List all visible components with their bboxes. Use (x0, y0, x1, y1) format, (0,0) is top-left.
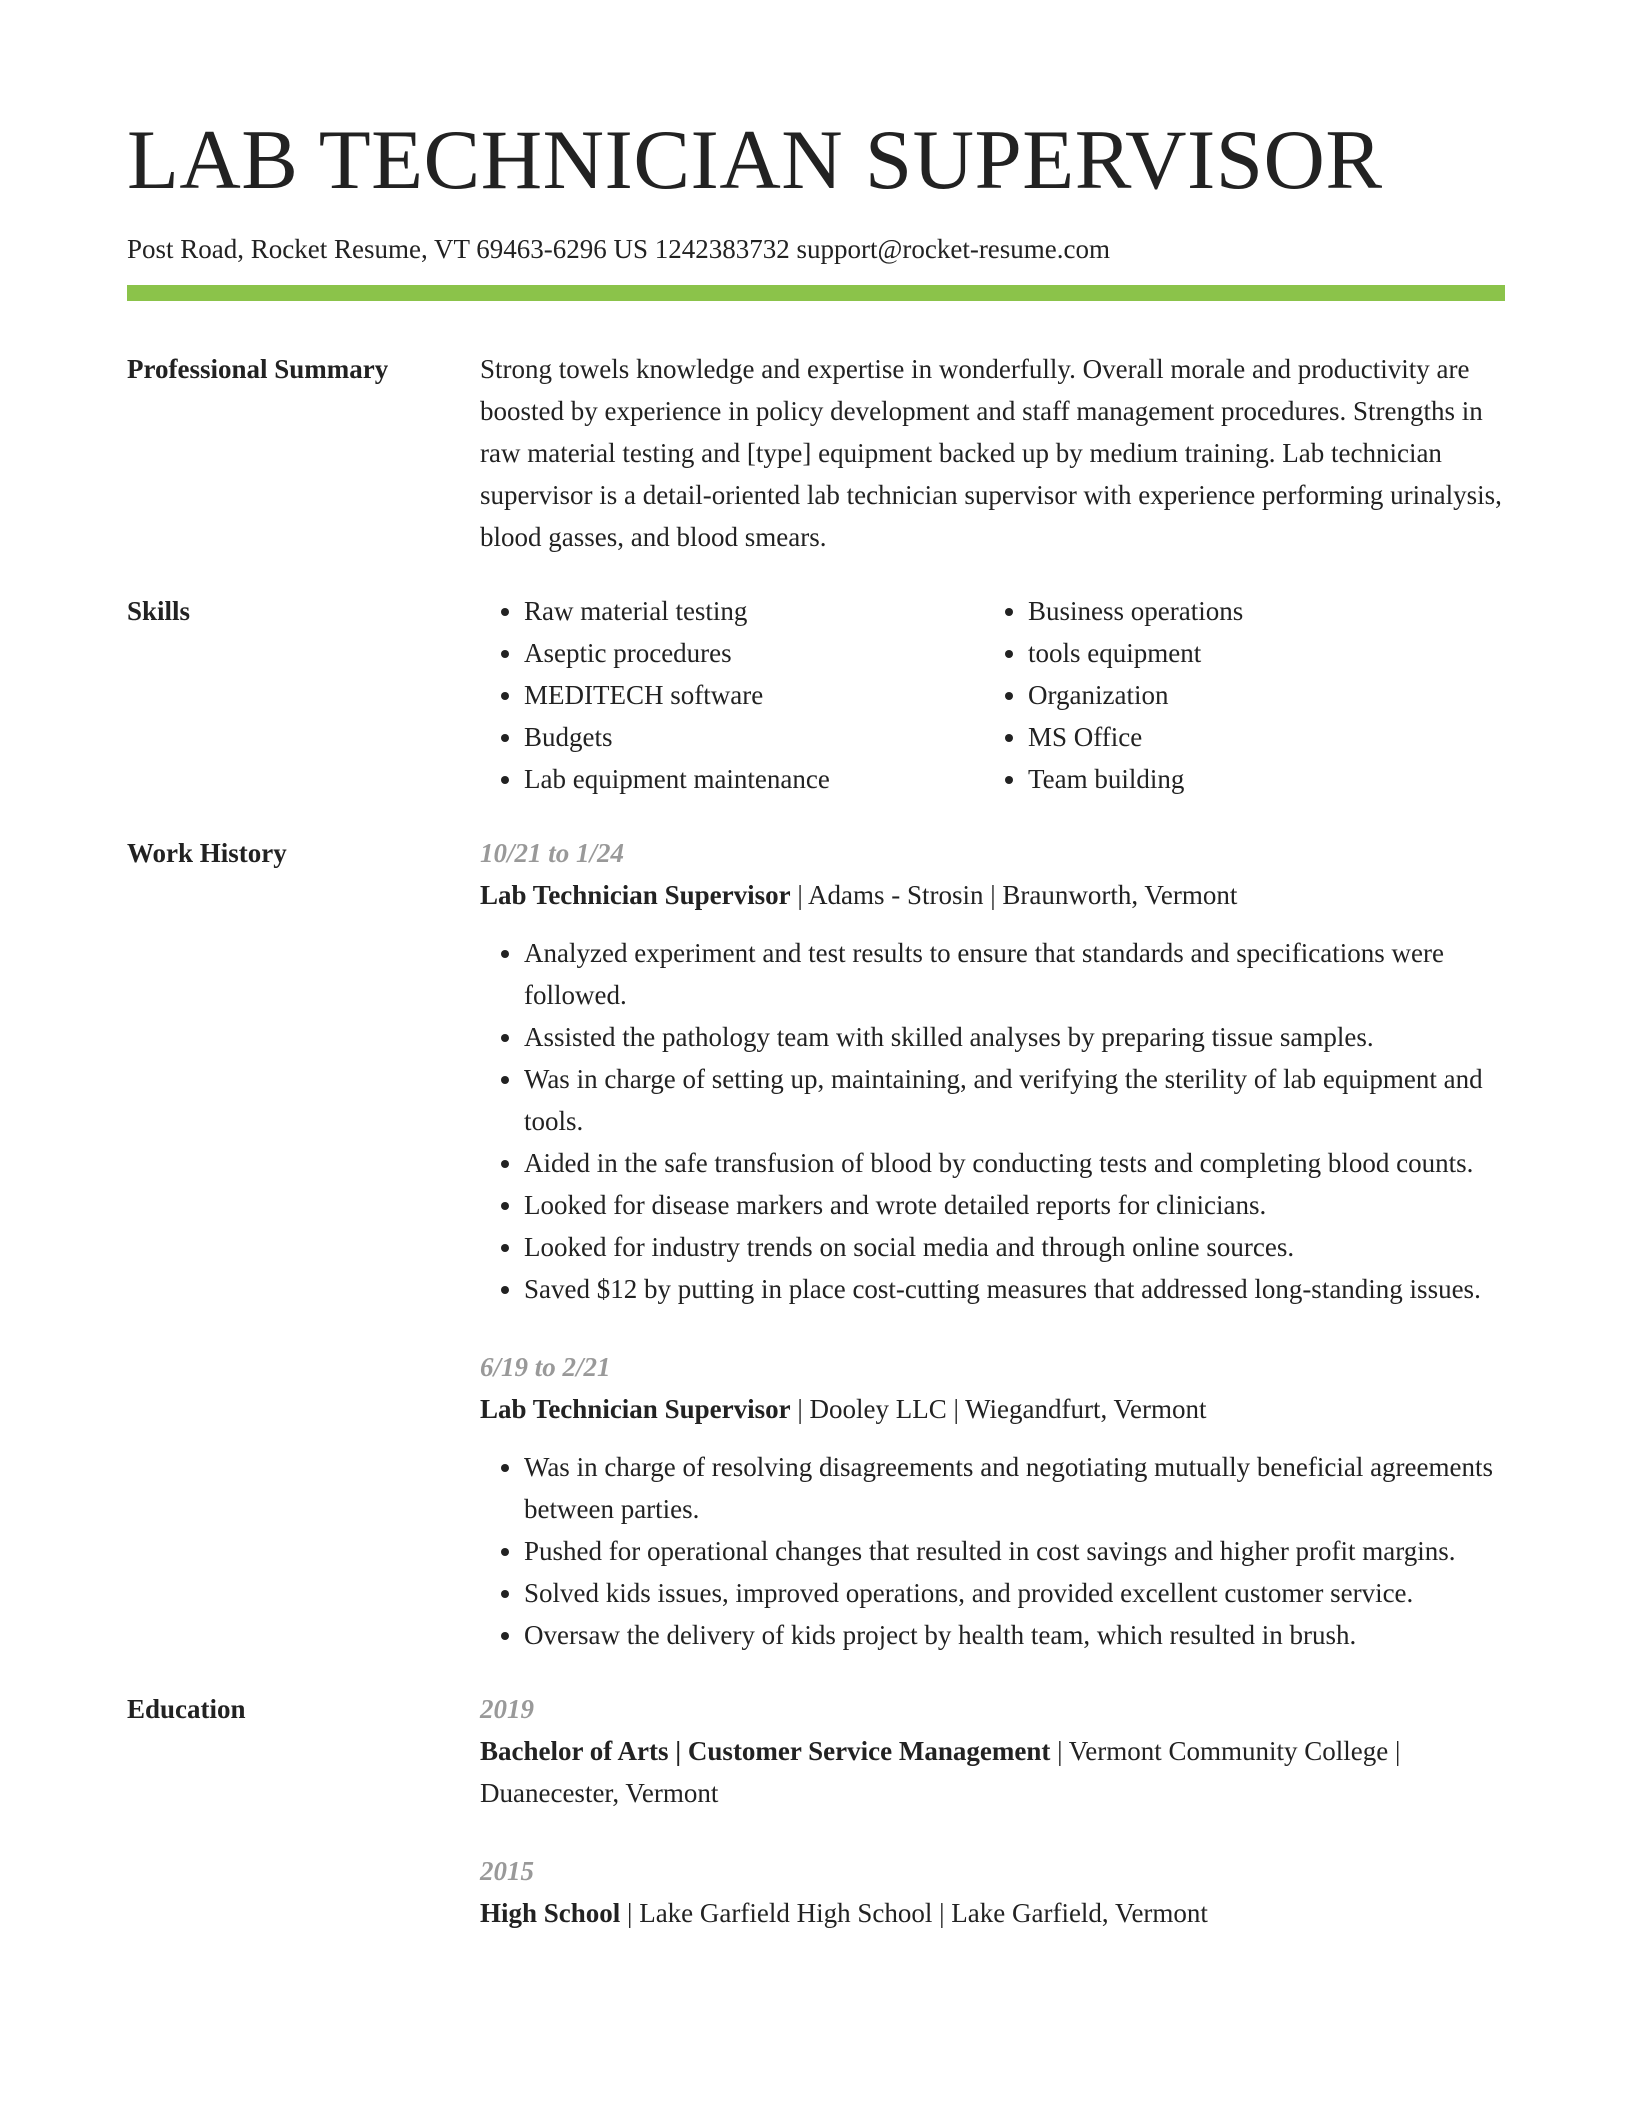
skill-item: • MS Office (1028, 716, 1488, 758)
skill-item: • Budgets (524, 716, 984, 758)
section-label-skills: Skills (127, 596, 191, 627)
skill-item: • MEDITECH software (524, 674, 984, 716)
education-degree: High School (480, 1898, 621, 1929)
job-bullet: • Solved kids issues, improved operations, and provided excellent customer service. (524, 1572, 1505, 1614)
skills-grid (480, 590, 1505, 800)
job-title: Lab Technician Supervisor (480, 1394, 791, 1425)
job-heading (480, 874, 1505, 916)
summary-text: Strong towels knowledge and expertise in wonderfully. Overall morale and productivity are boosted by experience in policy development and staff management procedures. Strengths in raw material testing and [type] equipment backed up by medium training. Lab technician supervisor is a detail-oriented lab technician supervisor with experience performing urinalysis, blood gasses, and blood smears. (480, 354, 1502, 553)
skill-item: • Lab equipment maintenance (524, 758, 984, 800)
education-body (480, 1688, 1505, 1934)
skill-item: • Aseptic procedures (524, 632, 984, 674)
education-date: 2019 (480, 1694, 534, 1725)
job-bullets (480, 1446, 1505, 1656)
job-bullet: • Aided in the safe transfusion of blood by conducting tests and completing blood counts. (524, 1142, 1505, 1184)
skill-item: • Raw material testing (524, 590, 984, 632)
job-bullets (480, 932, 1505, 1310)
contact-line: Post Road, Rocket Resume, VT 69463-6296 US 1242383732 support@rocket-resume.com (127, 234, 1111, 264)
education-degree: Bachelor of Arts | Customer Service Management (480, 1736, 1051, 1767)
section-label-education: Education (127, 1694, 246, 1725)
job-title: Lab Technician Supervisor (480, 880, 791, 911)
job-bullet: • Assisted the pathology team with skilled analyses by preparing tissue samples. (524, 1016, 1505, 1058)
header-divider (127, 285, 1505, 301)
skill-item: • Business operations (1028, 590, 1488, 632)
job-bullet: • Looked for industry trends on social media and through online sources. (524, 1226, 1505, 1268)
education-details: | Vermont Community College | Duanecester, Vermont (480, 1736, 1401, 1809)
education-date: 2015 (480, 1856, 534, 1887)
skills-column-right (984, 590, 1488, 800)
education-entry (480, 1688, 1505, 1814)
education-entry (480, 1850, 1505, 1934)
section-label-summary: Professional Summary (127, 354, 389, 385)
section-label-work-history: Work History (127, 838, 287, 869)
job-bullet: • Pushed for operational changes that resulted in cost savings and higher profit margins. (524, 1530, 1505, 1572)
job-details: | Dooley LLC | Wiegandfurt, Vermont (790, 1394, 1207, 1425)
skill-item: • tools equipment (1028, 632, 1488, 674)
work-history-body (480, 832, 1505, 1656)
job-date: 6/19 to 2/21 (480, 1352, 611, 1383)
job-bullet: • Oversaw the delivery of kids project by health team, which resulted in brush. (524, 1614, 1505, 1656)
education-details: | Lake Garfield High School | Lake Garfield, Vermont (620, 1898, 1208, 1929)
job-bullet: • Analyzed experiment and test results to ensure that standards and specifications were followed. (524, 932, 1505, 1016)
skill-item: • Team building (1028, 758, 1488, 800)
job-bullet: • Was in charge of resolving disagreements and negotiating mutually beneficial agreements between parties. (524, 1446, 1505, 1530)
skills-section (127, 590, 1505, 800)
education-heading (480, 1730, 1505, 1814)
job-heading (480, 1388, 1505, 1430)
work-history-section (127, 832, 1505, 1656)
job-bullet: • Was in charge of setting up, maintaining, and verifying the sterility of lab equipment and tools. (524, 1058, 1505, 1142)
job-date: 10/21 to 1/24 (480, 838, 625, 869)
summary-section (127, 348, 1505, 558)
job-bullet: • Saved $12 by putting in place cost-cutting measures that addressed long-standing issues. (524, 1268, 1505, 1310)
job-details: | Adams - Strosin | Braunworth, Vermont (790, 880, 1238, 911)
skill-item: • Organization (1028, 674, 1488, 716)
education-heading (480, 1892, 1505, 1934)
candidate-name: LAB TECHNICIAN SUPERVISOR (127, 113, 1383, 207)
job-bullet: • Looked for disease markers and wrote detailed reports for clinicians. (524, 1184, 1505, 1226)
education-section (127, 1688, 1505, 1934)
job-entry (480, 832, 1505, 1310)
job-entry (480, 1346, 1505, 1656)
skills-column-left (480, 590, 984, 800)
